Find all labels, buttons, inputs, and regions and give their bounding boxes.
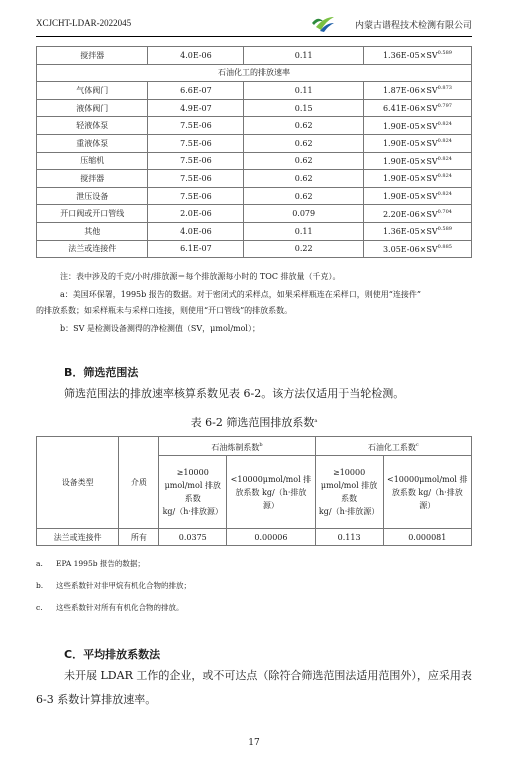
cell-value: 0.62 — [244, 187, 364, 205]
footnote-a-line1: a：美国环保署，1995b 报告的数据。对于密闭式的采样点，如果采样瓶连在采样口，则使用“连接件” — [60, 290, 421, 299]
table-row — [37, 240, 472, 258]
cell-value: 0.079 — [244, 205, 364, 223]
header-medium: 介质 — [119, 437, 159, 529]
cell-formula: $1.90E-05\times SV^{0.824}$ — [363, 187, 471, 205]
cell-value: 6.1E-07 — [148, 240, 244, 258]
cell-value: 7.5E-06 — [148, 117, 244, 135]
cell-formula: $1.87E-06\times SV^{0.873}$ — [363, 82, 471, 100]
header-petrochem: 石油化工系数$^c$ — [315, 437, 471, 456]
cell-formula: $1.36E-05\times SV^{0.589}$ — [363, 222, 471, 240]
table-row — [37, 187, 472, 205]
footnote-b: b：SV 是检测设备测得的净检测值（SV，μmol/mol）； — [60, 324, 260, 333]
cell-formula: $6.41E-06\times SV^{0.797}$ — [363, 99, 471, 117]
subheader-lt: <10000μmol/mol 排 放系数 kg/（h·排放 源） — [383, 456, 471, 529]
document-code: XCJCHT-LDAR-2022045 — [36, 18, 132, 28]
table-row — [37, 117, 472, 135]
cell-value: 0.0375 — [159, 529, 227, 546]
table-row — [37, 205, 472, 223]
subheader-lt: <10000μmol/mol 排 放系数 kg/（h·排放 源） — [227, 456, 315, 529]
cell-value: 0.11 — [244, 47, 364, 65]
cell-formula: $1.90E-05\times SV^{0.824}$ — [363, 152, 471, 170]
cell-value: 0.11 — [244, 222, 364, 240]
page-header — [36, 12, 472, 38]
header-rule — [36, 36, 472, 37]
table-row — [37, 82, 472, 100]
cell-value: 0.00006 — [227, 529, 315, 546]
section-b-paragraph: 筛选范围法的排放速率核算系数见表 6-2。该方法仅适用于当轮检测。 — [64, 387, 405, 400]
section-c-paragraph: 未开展 LDAR 工作的企业，或不可达点（除符合筛选范围法适用范围外），应采用表 6-3 系数计算排放速率。 — [36, 669, 472, 706]
cell-value: 7.5E-06 — [148, 170, 244, 188]
cell-formula: $1.90E-05\times SV^{0.824}$ — [363, 117, 471, 135]
cell-formula: $1.90E-05\times SV^{0.824}$ — [363, 170, 471, 188]
cell-value: 0.62 — [244, 152, 364, 170]
cell-device: 搅拌器 — [37, 170, 148, 188]
header-device-type: 设备类型 — [37, 437, 119, 529]
table-row — [37, 152, 472, 170]
cell-formula: $1.90E-05\times SV^{0.824}$ — [363, 134, 471, 152]
cell-value: 0.11 — [244, 82, 364, 100]
cell-device: 重液体泵 — [37, 134, 148, 152]
table-section-title: 石油化工的排放速率 — [37, 64, 472, 82]
cell-device: 开口阀或开口管线 — [37, 205, 148, 223]
cell-value: 0.113 — [315, 529, 383, 546]
table-header-row — [37, 437, 472, 456]
cell-value: 7.5E-06 — [148, 152, 244, 170]
cell-value: 0.62 — [244, 134, 364, 152]
cell-value: 4.0E-06 — [148, 47, 244, 65]
company-logo-icon — [310, 13, 336, 33]
table-row — [37, 47, 472, 65]
table-row — [37, 170, 472, 188]
table-note: 注：表中涉及的千克/小时/排放源＝每个排放源每小时的 TOC 排放量（千克）。 — [60, 272, 341, 281]
page-number: 17 — [248, 738, 260, 748]
cell-device: 泄压设备 — [37, 187, 148, 205]
subheader-ge: ≥10000 μmol/mol 排放 系数 kg/（h·排放源） — [315, 456, 383, 529]
cell-value: 4.9E-07 — [148, 99, 244, 117]
cell-value: 0.15 — [244, 99, 364, 117]
cell-device: 液体阀门 — [37, 99, 148, 117]
table-row — [37, 222, 472, 240]
subheader-ge: ≥10000 μmol/mol 排放 系数 kg/（h·排放源） — [159, 456, 227, 529]
cell-value: 7.5E-06 — [148, 134, 244, 152]
cell-formula: $3.05E-06\times SV^{0.885}$ — [363, 240, 471, 258]
cell-device: 法兰或连接件 — [37, 240, 148, 258]
cell-value: 0.000081 — [383, 529, 471, 546]
table-footnote: b. 这些系数针对非甲烷有机化合物的排放； — [36, 581, 191, 590]
header-refinery: 石油炼制系数$^b$ — [159, 437, 315, 456]
table-row — [37, 134, 472, 152]
cell-value: 0.62 — [244, 170, 364, 188]
screening-range-table — [36, 436, 472, 546]
table-row — [37, 529, 472, 546]
cell-value: 0.62 — [244, 117, 364, 135]
table-footnote: a. EPA 1995b 报告的数据； — [36, 559, 145, 568]
cell-value: 6.6E-07 — [148, 82, 244, 100]
section-heading-c: C．平均排放系数法 — [64, 648, 161, 661]
cell-formula: $1.36E-05\times SV^{0.589}$ — [363, 47, 471, 65]
footnote-a-line2: 的排放系数；如采样瓶未与采样口连接，则使用“开口管线”的排放系数。 — [36, 306, 293, 315]
company-name: 内蒙古谱程技术检测有限公司 — [354, 21, 472, 31]
cell-device: 轻液体泵 — [37, 117, 148, 135]
cell-value: 4.0E-06 — [148, 222, 244, 240]
cell-value: 2.0E-06 — [148, 205, 244, 223]
emission-rate-table — [36, 46, 472, 258]
table-section-row — [37, 64, 472, 82]
cell-device: 气体阀门 — [37, 82, 148, 100]
cell-device: 其他 — [37, 222, 148, 240]
cell-formula: $2.20E-06\times SV^{0.704}$ — [363, 205, 471, 223]
cell-value: 0.22 — [244, 240, 364, 258]
table-caption: 表 6-2 筛选范围排放系数$^a$ — [190, 416, 318, 429]
section-heading-b: B．筛选范围法 — [64, 366, 139, 379]
cell-medium: 所有 — [119, 529, 159, 546]
cell-device: 法兰或连接件 — [37, 529, 119, 546]
cell-value: 7.5E-06 — [148, 187, 244, 205]
cell-device: 压缩机 — [37, 152, 148, 170]
table-row — [37, 99, 472, 117]
table-footnote: c. 这些系数针对所有有机化合物的排放。 — [36, 603, 184, 612]
cell-device: 搅拌器 — [37, 47, 148, 65]
